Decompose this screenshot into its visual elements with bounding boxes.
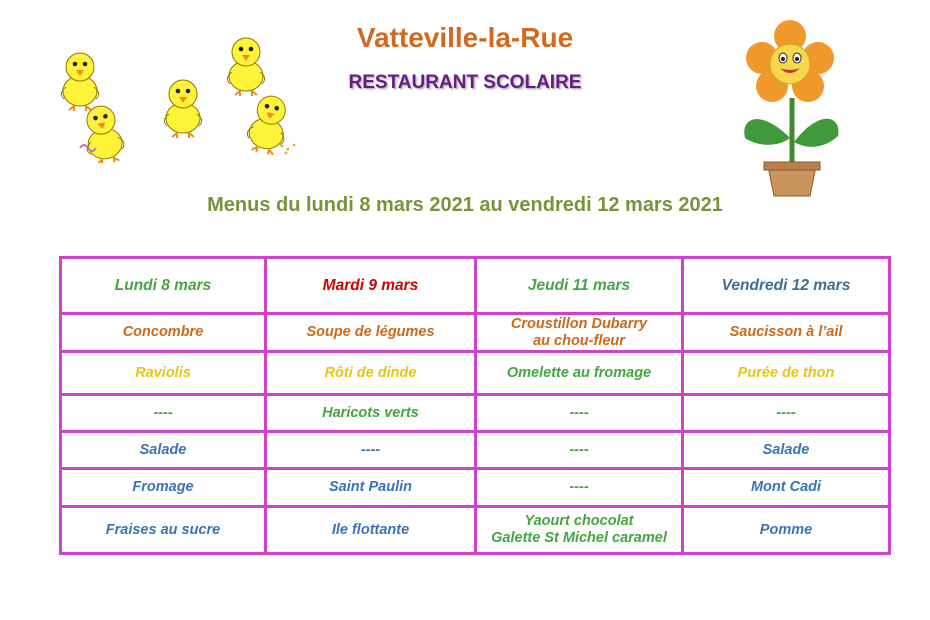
menu-item-line: Haricots verts	[322, 404, 419, 421]
menu-item-line: Ile flottante	[331, 521, 410, 538]
day-header: Mardi 9 mars	[266, 258, 476, 314]
menu-item-line: ----	[569, 441, 589, 458]
restaurant-subtitle: RESTAURANT SCOLAIRE	[348, 72, 582, 93]
menu-cell	[266, 469, 476, 507]
menu-item-line: ----	[153, 404, 173, 421]
chick-icon	[50, 28, 310, 163]
menu-item-line: Soupe de légumes	[306, 324, 435, 340]
menu-cell	[61, 432, 266, 469]
menu-item-line: Purée de thon	[737, 364, 835, 381]
day-header: Jeudi 11 mars	[476, 258, 683, 314]
menu-cell	[266, 507, 476, 554]
day-header: Vendredi 12 mars	[683, 258, 890, 314]
day-header-row	[61, 258, 890, 314]
menu-item-line: au chou-fleur	[533, 332, 625, 349]
menu-row-plat	[61, 352, 890, 395]
menu-item-line: Omelette au fromage	[506, 364, 652, 381]
menu-cell	[476, 469, 683, 507]
menu-item-line: ----	[360, 441, 381, 458]
menu-item-line: Salade	[762, 441, 810, 458]
menu-item-line: ----	[569, 404, 589, 421]
menu-cell	[266, 314, 476, 352]
menu-cell	[683, 395, 890, 432]
menu-item-line: Salade	[139, 441, 187, 458]
menu-cell	[683, 507, 890, 554]
menu-item-line: Saucisson à l’ail	[729, 324, 843, 340]
menu-row-fromage	[61, 469, 890, 507]
menu-item-line: Croustillon Dubarry	[510, 315, 648, 332]
menu-cell	[476, 507, 683, 554]
menu-cell	[683, 352, 890, 395]
menu-cell	[266, 395, 476, 432]
menu-cell	[476, 352, 683, 395]
menu-item-line: Rôti de dinde	[324, 364, 417, 381]
menu-cell	[683, 432, 890, 469]
menu-item-line: Raviolis	[135, 364, 191, 381]
smiling-flower-icon	[730, 18, 850, 200]
menu-row-entree	[61, 314, 890, 352]
menu-cell	[683, 469, 890, 507]
menu-item-line: ----	[776, 404, 796, 421]
town-title: Vatteville-la-Rue	[356, 22, 574, 53]
menu-cell	[61, 314, 266, 352]
menu-item-line: Pomme	[759, 521, 813, 538]
day-header: Lundi 8 mars	[61, 258, 266, 314]
menu-cell	[683, 314, 890, 352]
menu-row-dessert	[61, 507, 890, 554]
menu-cell	[476, 395, 683, 432]
menu-item-line: Fromage	[132, 479, 194, 495]
menu-cell	[61, 469, 266, 507]
menu-item-line: Galette St Michel caramel	[491, 530, 667, 546]
menu-cell	[476, 314, 683, 352]
menu-row-salade	[61, 432, 890, 469]
menu-item-line: Saint Paulin	[329, 479, 412, 495]
menu-cell	[266, 352, 476, 395]
menu-item-line: ----	[569, 479, 589, 495]
week-heading: Menus du lundi 8 mars 2021 au vendredi 12 mars 2021	[207, 194, 723, 216]
menu-item-line: Fraises au sucre	[105, 521, 221, 538]
menu-cell	[61, 507, 266, 554]
menu-row-legume	[61, 395, 890, 432]
menu-cell	[476, 432, 683, 469]
menu-item-line: Yaourt chocolat	[524, 513, 634, 529]
menu-cell	[61, 395, 266, 432]
menu-cell	[61, 352, 266, 395]
menu-item-line: Concombre	[122, 324, 204, 340]
menu-table	[59, 256, 891, 555]
menu-item-line: Mont Cadi	[750, 479, 822, 495]
menu-cell	[266, 432, 476, 469]
